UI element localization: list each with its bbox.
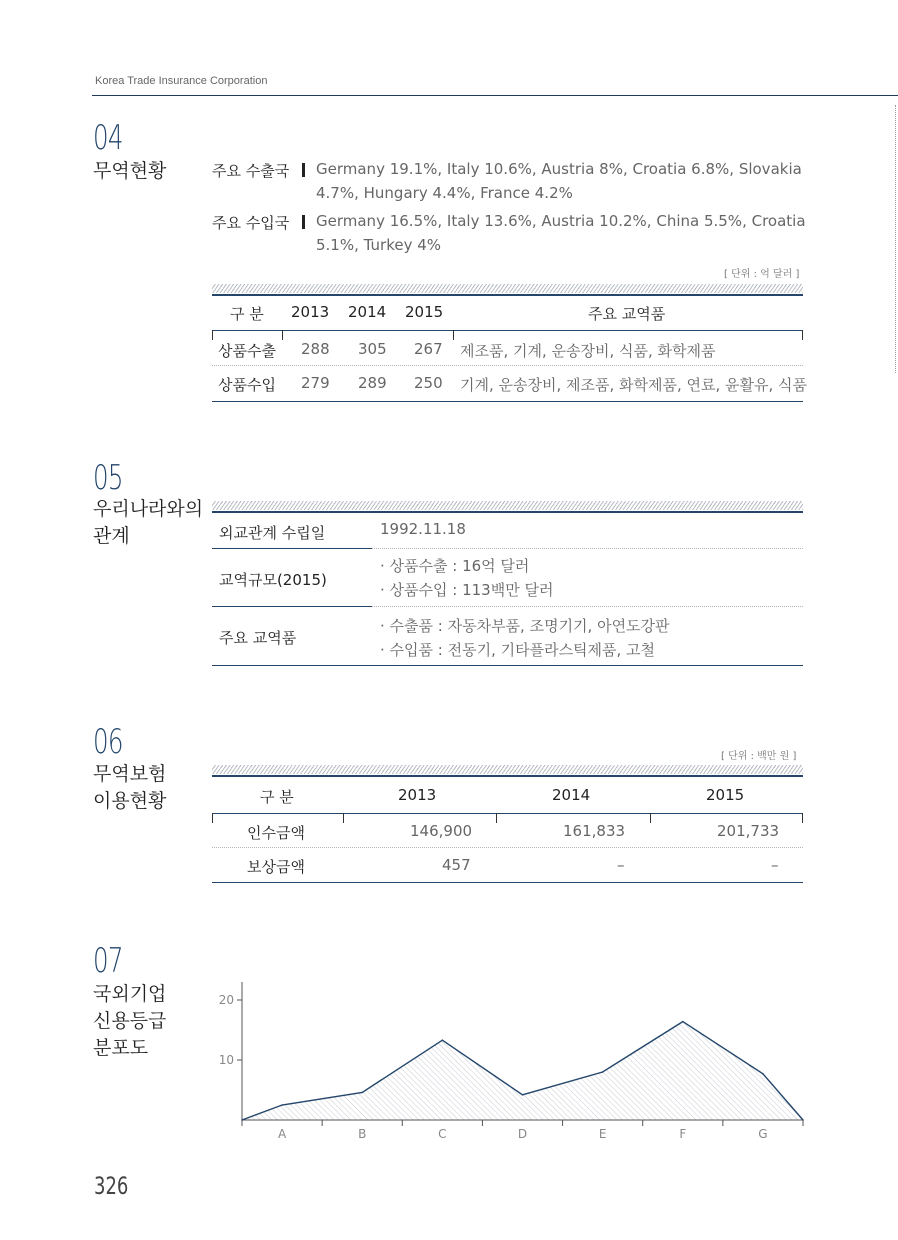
cell-2015: 267 (414, 340, 443, 358)
export-countries-line2: 4.7%, Hungary 4.4%, France 4.2% (316, 184, 573, 202)
section-number-04: 04 (93, 118, 123, 158)
chart-point (281, 1104, 283, 1106)
table-header: 주요 교역품 (588, 305, 666, 323)
import-countries-line1: Germany 16.5%, Italy 13.6%, Austria 10.2%, China 5.5%, Croatia (316, 212, 806, 230)
table-header: 2013 (291, 303, 330, 321)
trade-volume-export: · 상품수출 : 16억 달러 (380, 557, 530, 575)
table-header: 2015 (405, 303, 444, 321)
cell-2014: 161,833 (563, 822, 626, 840)
chart-point (241, 1119, 243, 1121)
cell-2014: 305 (358, 340, 387, 358)
cell-2013: 288 (301, 340, 330, 358)
table-header: 구 분 (260, 788, 294, 806)
chart-area-fill (242, 1022, 803, 1120)
section-number-05: 05 (93, 458, 123, 498)
table-header: 2014 (348, 303, 387, 321)
cell-2014: – (617, 856, 625, 874)
table-header: 구 분 (230, 305, 264, 323)
section-title-insurance-2: 이용현황 (93, 790, 167, 812)
cell-2015: 250 (414, 374, 443, 392)
section-number-06: 06 (93, 722, 123, 762)
page-number: 326 (94, 1172, 129, 1200)
chart-point (522, 1094, 524, 1096)
x-tick-label: C (438, 1127, 447, 1141)
section-title-relations-2: 관계 (93, 525, 130, 547)
export-items: · 수출품 : 자동차부품, 조명기기, 아연도강판 (380, 617, 670, 635)
chart-point (802, 1119, 804, 1121)
chart-point (602, 1071, 604, 1073)
section-title-relations-1: 우리나라와의 (93, 498, 204, 520)
x-tick-label: D (517, 1127, 528, 1141)
section-title-credit-3: 분포도 (93, 1037, 149, 1059)
unit-label: [ 단위 : 억 달러 ] (724, 269, 800, 280)
table-header: 2015 (706, 786, 745, 804)
header-org: Korea Trade Insurance Corporation (95, 75, 268, 87)
chart-point (442, 1039, 444, 1041)
cell-2013: 146,900 (410, 822, 473, 840)
cell-items: 기계, 운송장비, 제조품, 화학제품, 연료, 윤활유, 식품 (460, 376, 808, 394)
x-tick-label: A (277, 1127, 287, 1141)
import-countries-label: 주요 수입국 (212, 214, 290, 232)
y-tick-label: 20 (218, 993, 234, 1007)
x-tick-label: G (758, 1127, 768, 1141)
import-countries-line2: 5.1%, Turkey 4% (316, 236, 442, 254)
row-label: 상품수입 (218, 376, 276, 394)
row-label: 상품수출 (218, 342, 276, 360)
cell-2013: 457 (442, 856, 471, 874)
chart-point (762, 1073, 764, 1075)
cell-items: 제조품, 기계, 운송장비, 식품, 화학제품 (460, 342, 716, 360)
cell-2013: 279 (301, 374, 330, 392)
cell-2015: – (771, 856, 779, 874)
row-label: 주요 교역품 (219, 629, 297, 647)
table-header: 2013 (398, 786, 437, 804)
chart-point (682, 1021, 684, 1023)
section-title-credit-1: 국외기업 (93, 983, 167, 1005)
trade-volume-import: · 상품수입 : 113백만 달러 (380, 581, 554, 599)
import-items: · 수입품 : 전동기, 기타플라스틱제품, 고철 (380, 641, 656, 659)
row-label: 보상금액 (247, 858, 305, 876)
diplomatic-date: 1992.11.18 (380, 520, 466, 538)
x-tick-label: E (598, 1127, 607, 1141)
x-tick-label: F (679, 1127, 687, 1141)
section-title-insurance-1: 무역보험 (93, 763, 167, 785)
chart-point (361, 1092, 363, 1094)
row-label: 인수금액 (247, 824, 305, 842)
y-tick-label: 10 (218, 1053, 234, 1067)
section-number-07: 07 (93, 941, 123, 981)
row-label: 외교관계 수립일 (219, 524, 326, 542)
cell-2015: 201,733 (717, 822, 780, 840)
export-countries-label: 주요 수출국 (212, 162, 290, 180)
export-countries-line1: Germany 19.1%, Italy 10.6%, Austria 8%, Croatia 6.8%, Slovakia (316, 160, 802, 178)
section-title-trade: 무역현황 (93, 160, 167, 182)
section-title-credit-2: 신용등급 (93, 1010, 167, 1032)
x-tick-label: B (358, 1127, 367, 1141)
unit-label: [ 단위 : 백만 원 ] (721, 751, 797, 762)
table-header: 2014 (552, 786, 591, 804)
row-label: 교역규모(2015) (219, 571, 327, 589)
cell-2014: 289 (358, 374, 387, 392)
